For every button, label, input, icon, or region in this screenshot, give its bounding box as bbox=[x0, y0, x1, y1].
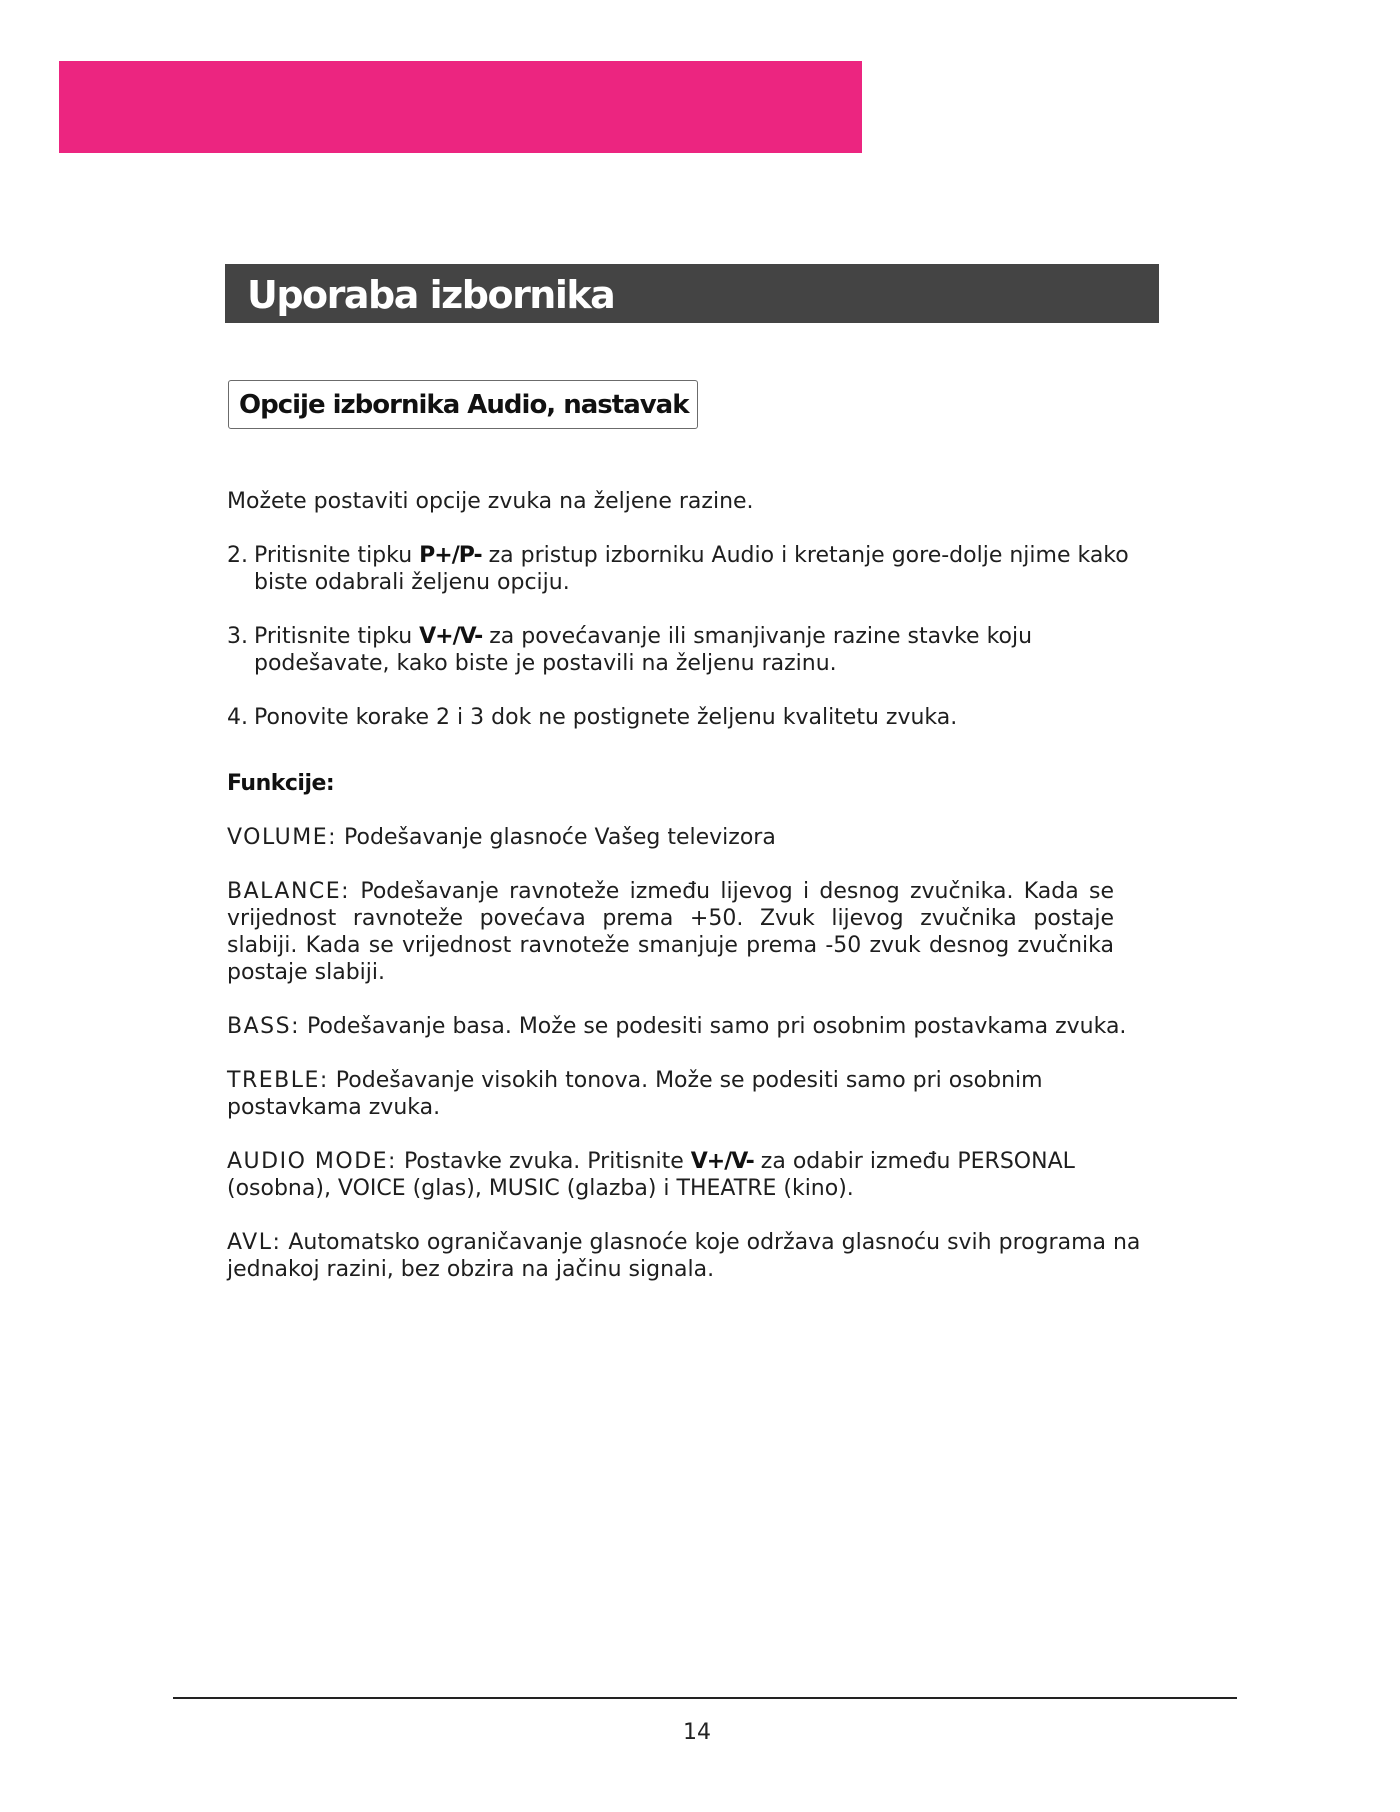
function-volume bbox=[227, 824, 1147, 851]
step-number: 2. bbox=[227, 543, 248, 568]
function-description: Podešavanje basa. Može se podesiti samo pri osobnim postavkama zvuka. bbox=[299, 1014, 1127, 1039]
step-3 bbox=[227, 623, 1147, 677]
button-label-v: V+/V- bbox=[419, 624, 483, 649]
section-title: Uporaba izbornika bbox=[247, 273, 615, 317]
function-description: Automatsko ograničavanje glasnoće koje održava glasnoću svih programa na jednakoj razini, bez obzira na jačinu signala. bbox=[227, 1230, 1141, 1282]
function-key: VOLUME: bbox=[227, 825, 338, 850]
function-description: Podešavanje glasnoće Vašeg televizora bbox=[337, 825, 776, 850]
button-label-p: P+/P- bbox=[419, 543, 482, 568]
brand-color-bar bbox=[59, 61, 862, 153]
step-text: za povećavanje ili smanjivanje razine stavke koju podešavate, kako biste je postavili na željenu razinu. bbox=[254, 624, 1033, 676]
footer-divider bbox=[173, 1697, 1237, 1699]
function-key: TREBLE: bbox=[227, 1068, 329, 1093]
button-label-v: V+/V- bbox=[690, 1149, 754, 1174]
main-content bbox=[227, 488, 1147, 1310]
function-bass bbox=[227, 1013, 1147, 1040]
section-header bbox=[225, 264, 1159, 323]
step-text: Ponovite korake 2 i 3 dok ne postignete željenu kvalitetu zvuka. bbox=[254, 705, 958, 730]
step-number: 3. bbox=[227, 624, 248, 649]
step-number: 4. bbox=[227, 705, 248, 730]
function-key: BASS: bbox=[227, 1014, 300, 1039]
function-description: Podešavanje ravnoteže između lijevog i desnog zvučnika. Kada se vrijednost ravnoteže povećava prema +50. Zvuk lijevog zvučnika postaje slabiji. Kada se vrijednost ravnoteže smanjuje prema -50 zvuk desnog zvučnika postaje slabiji. bbox=[227, 879, 1114, 985]
page-number: 14 bbox=[683, 1720, 711, 1745]
step-4 bbox=[227, 704, 1147, 731]
function-avl bbox=[227, 1229, 1147, 1283]
function-balance bbox=[227, 878, 1114, 986]
functions-heading: Funkcije: bbox=[227, 771, 335, 796]
function-key: AVL: bbox=[227, 1230, 282, 1255]
step-text: Pritisnite tipku bbox=[254, 543, 420, 568]
intro-paragraph: Možete postaviti opcije zvuka na željene razine. bbox=[227, 489, 754, 514]
function-description: Postavke zvuka. Pritisnite bbox=[396, 1149, 691, 1174]
step-text: za pristup izborniku Audio i kretanje gore-dolje njime kako biste odabrali željenu opciju. bbox=[254, 543, 1129, 595]
function-description: za odabir između PERSONAL (osobna), VOICE (glas), MUSIC (glazba) i THEATRE (kino). bbox=[227, 1149, 1075, 1201]
subsection-title: Opcije izbornika Audio, nastavak bbox=[239, 390, 689, 420]
step-text: Pritisnite tipku bbox=[254, 624, 420, 649]
step-2 bbox=[227, 542, 1147, 596]
function-treble bbox=[227, 1067, 1147, 1121]
function-description: Podešavanje visokih tonova. Može se podesiti samo pri osobnim postavkama zvuka. bbox=[227, 1068, 1043, 1120]
function-key: BALANCE: bbox=[227, 879, 351, 904]
subsection-box bbox=[228, 380, 698, 429]
function-audio-mode bbox=[227, 1148, 1147, 1202]
function-key: AUDIO MODE: bbox=[227, 1149, 397, 1174]
